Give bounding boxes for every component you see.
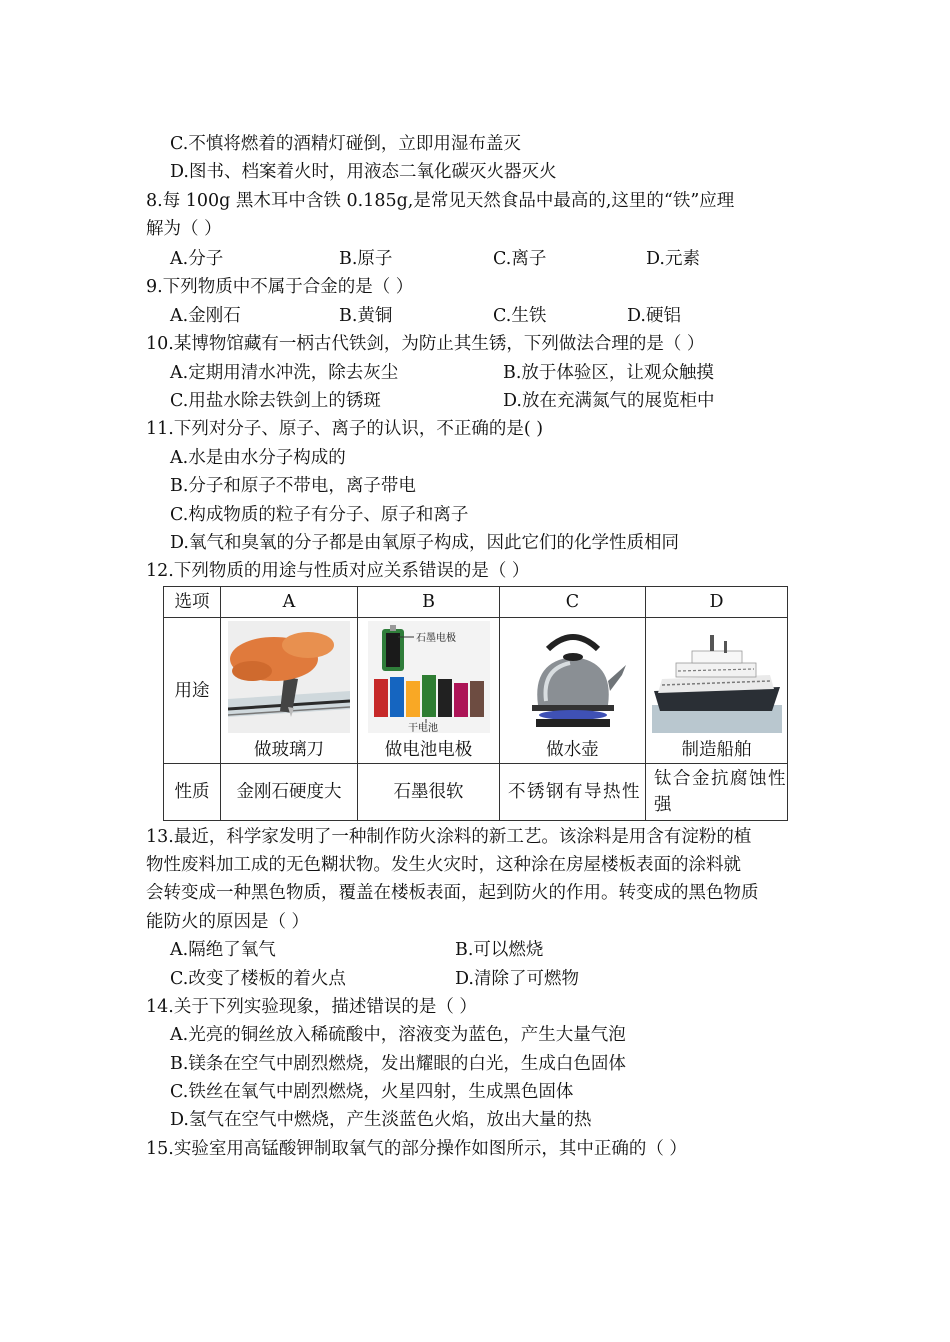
q14-option-a: A.光亮的铜丝放入稀硫酸中，溶液变为蓝色，产生大量气泡 [170,1025,626,1045]
q11-option-b: B.分子和原子不带电，离子带电 [170,476,416,496]
q8-option-b: B.原子 [339,249,393,269]
table-use-b [358,618,500,764]
table-header-label: 选项 [164,587,221,618]
q10-option-d: D.放在充满氮气的展览柜中 [503,391,715,411]
table-use-c [500,618,646,764]
q13-option-c: C.改变了楼板的着火点 [170,969,346,989]
table-prop-c: 不锈钢有导热性 [500,764,646,821]
q13-stem-line1: 13.最近，科学家发明了一种制作防火涂料的新工艺。该涂料是用含有淀粉的植 [146,827,752,847]
table-use-d [646,618,788,764]
q11-stem: 11.下列对分子、原子、离子的认识，不正确的是( ) [146,419,544,439]
table-use-row [164,618,788,764]
table-use-b-text: 做电池电极 [384,739,473,760]
q9-option-c: C.生铁 [493,306,547,326]
q8-option-a: A.分子 [170,249,224,269]
q10-stem: 10.某博物馆藏有一柄古代铁剑，为防止其生锈，下列做法合理的是（ ） [146,334,705,354]
q9-option-d: D.硬铝 [627,306,681,326]
table-prop-row [164,764,788,821]
kettle-image [512,621,634,733]
q10-option-a: A.定期用清水冲洗，除去灰尘 [170,363,399,383]
table-col-a: A [221,587,358,618]
q13-option-d: D.清除了可燃物 [455,969,579,989]
table-col-d: D [646,587,788,618]
q12-table [163,586,788,821]
battery-top-label: 石墨电极 [415,632,456,644]
glass-cutter-image [228,621,350,733]
ship-image [652,621,782,733]
q13-option-a: A.隔绝了氧气 [170,940,276,960]
q14-option-b: B.镁条在空气中剧烈燃烧，发出耀眼的白光，生成白色固体 [170,1054,626,1074]
q8-stem-line2: 解为（ ） [146,219,222,239]
table-prop-d: 钛合金抗腐蚀性强 [646,764,788,821]
q13-stem-line4: 能防火的原因是（ ） [146,912,310,932]
q8-stem-line1: 8.每 100g 黑木耳中含铁 0.185g,是常见天然食品中最高的,这里的“铁”应理 [146,191,735,211]
q10-option-c: C.用盐水除去铁剑上的锈斑 [170,391,381,411]
q13-option-b: B.可以燃烧 [455,940,544,960]
q7-option-d: D.图书、档案着火时，用液态二氧化碳灭火器灭火 [170,162,557,182]
table-use-a-text: 做玻璃刀 [254,739,324,760]
q9-option-b: B.黄铜 [339,306,393,326]
table-use-d-text: 制造船舶 [681,739,752,760]
q13-stem-line2: 物性废料加工成的无色糊状物。发生火灾时，这种涂在房屋楼板表面的涂料就 [146,855,741,875]
q15-stem: 15.实验室用高锰酸钾制取氧气的部分操作如图所示，其中正确的（ ） [146,1139,687,1159]
q11-option-d: D.氧气和臭氧的分子都是由氧原子构成，因此它们的化学性质相同 [170,533,679,553]
battery-bottom-label: 干电池 [407,722,438,733]
q8-option-c: C.离子 [493,249,547,269]
q9-stem: 9.下列物质中不属于合金的是（ ） [146,277,414,297]
table-header-row [164,587,788,618]
table-use-a [221,618,358,764]
q7-option-c: C.不慎将燃着的酒精灯碰倒，立即用湿布盖灭 [170,134,521,154]
table-prop-label: 性质 [164,764,221,821]
table-prop-a: 金刚石硬度大 [221,764,358,821]
table-use-label: 用途 [164,618,221,764]
table-prop-b: 石墨很软 [358,764,500,821]
q8-option-d: D.元素 [646,249,700,269]
table-col-c: C [500,587,646,618]
q9-option-a: A.金刚石 [170,306,241,326]
q11-option-c: C.构成物质的粒子有分子、原子和离子 [170,505,469,525]
q14-option-d: D.氢气在空气中燃烧，产生淡蓝色火焰，放出大量的热 [170,1110,592,1130]
q11-option-a: A.水是由水分子构成的 [170,448,346,468]
q13-stem-line3: 会转变成一种黑色物质，覆盖在楼板表面，起到防火的作用。转变成的黑色物质 [146,883,759,903]
q12-stem: 12.下列物质的用途与性质对应关系错误的是（ ） [146,561,530,581]
table-use-c-text: 做水壶 [546,739,599,760]
q14-stem: 14.关于下列实验现象，描述错误的是（ ） [146,997,477,1017]
table-col-b: B [358,587,500,618]
q14-option-c: C.铁丝在氧气中剧烈燃烧，火星四射，生成黑色固体 [170,1082,574,1102]
q10-option-b: B.放于体验区，让观众触摸 [503,363,714,383]
battery-image [368,621,490,733]
